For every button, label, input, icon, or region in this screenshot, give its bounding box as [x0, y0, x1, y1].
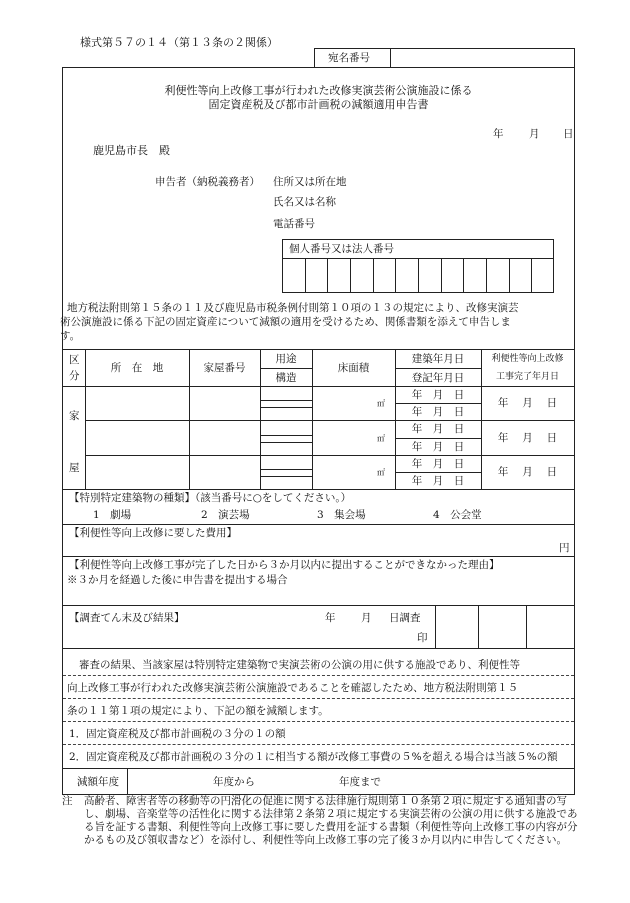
location-field[interactable]	[87, 422, 187, 453]
result-line3: 条の１１第１項の規定により、下記の額を減額します。	[67, 705, 329, 717]
address-label: 住所又は所在地	[273, 176, 347, 188]
location-field[interactable]	[87, 388, 187, 418]
col-registered-date: 登記年月日	[411, 372, 465, 384]
id-number-digit[interactable]	[442, 259, 463, 292]
building-type-option-2[interactable]: 2 演芸場	[201, 509, 250, 521]
id-number-digit[interactable]	[374, 259, 395, 292]
col-usage: 用途	[275, 353, 297, 365]
cost-unit: 円	[559, 542, 570, 554]
cost-heading: 【利便性等向上改修に要した費用】	[69, 527, 237, 539]
col-location: 所 在 地	[110, 362, 164, 374]
reason-field[interactable]	[69, 588, 567, 602]
row-label-oku: 屋	[69, 462, 80, 474]
id-number-digit[interactable]	[396, 259, 417, 292]
reduction-year-to: 年度まで	[339, 776, 381, 788]
location-field[interactable]	[87, 457, 187, 487]
area-unit: ㎡	[377, 434, 385, 443]
date-year: 年	[493, 128, 504, 140]
survey-heading: 【調査てん末及び結果】	[69, 612, 185, 624]
col-completion-1: 利便性等向上改修	[491, 354, 564, 364]
result-line2: 向上改修工事が行われた改修実演芸術公演施設であることを確認したため、地方税法附則第１５	[67, 682, 519, 694]
house-number-field[interactable]	[191, 388, 258, 418]
id-number-digit[interactable]	[306, 259, 327, 292]
reason-heading: 【利便性等向上改修工事が完了した日から３か月以内に提出することができなかった理由】	[69, 559, 500, 571]
floor-area-field[interactable]	[314, 388, 374, 418]
reason-sub: ※３か月を経過した後に申告書を提出する場合	[67, 574, 288, 586]
footnote-body: 高齢者、障害者等の移動等の円滑化の促進に関する法律施行規則第１０条第２項に規定する通知書の写し、劇場、音楽堂等の活性化に関する法律第２条第２項に規定する実演芸術の公演の用に供する施設である旨を証する書類、利便性等向上改修工事に要した費用を証する書類（利便性等向上改修工事の内容が分かるもの及び領収書など）を添付し、利便性等向上改修工事の完了後３か月以内に申告してください。	[84, 795, 578, 847]
building-type-option-4[interactable]: 4 公会堂	[433, 509, 482, 521]
completion-date-field[interactable]: 年 月 日	[497, 466, 558, 478]
id-number-digit[interactable]	[351, 259, 372, 292]
phone-label: 電話番号	[273, 218, 315, 230]
kubun-1: 区	[69, 354, 80, 366]
recipient-number-label: 宛名番号	[328, 52, 370, 64]
reduction-year-from: 年度から	[213, 776, 255, 788]
id-number-digit[interactable]	[464, 259, 485, 292]
house-number-field[interactable]	[191, 422, 258, 453]
area-unit: ㎡	[377, 399, 385, 408]
date-month: 月	[529, 128, 540, 140]
floor-area-field[interactable]	[314, 457, 374, 487]
recipient-number-field[interactable]	[392, 50, 572, 66]
registered-date-field[interactable]: 年 月 日	[411, 475, 465, 487]
area-unit: ㎡	[377, 468, 385, 477]
col-structure: 構造	[275, 372, 297, 384]
application-form	[62, 67, 575, 795]
declaration-line1: 地方税法附則第１５条の１１及び鹿児島市税条例付則第１０項の１３の規定により、改修実演芸	[67, 302, 519, 314]
date-day: 日	[563, 128, 574, 140]
registered-date-field[interactable]: 年 月 日	[411, 406, 465, 418]
building-type-option-1[interactable]: 1 劇場	[93, 509, 132, 521]
survey-seal: 印	[417, 632, 428, 644]
cost-field[interactable]	[73, 542, 553, 556]
addressee: 鹿児島市長 殿	[93, 144, 170, 157]
name-label: 氏名又は名称	[273, 196, 336, 208]
building-type-heading: 【特別特定建築物の種類】（該当番号に○をしてください。）	[69, 492, 352, 504]
survey-year: 年	[325, 612, 336, 624]
completion-date-field[interactable]: 年 月 日	[497, 432, 558, 444]
col-floor-area: 床面積	[337, 362, 370, 374]
row-label-ka: 家	[69, 410, 80, 422]
house-number-field[interactable]	[191, 457, 258, 487]
form-title-line2: 固定資産税及び都市計画税の減額適用申告書	[208, 98, 429, 111]
completion-date-field[interactable]: 年 月 日	[497, 397, 558, 409]
id-number-digit[interactable]	[283, 259, 304, 292]
kubun-2: 分	[69, 370, 80, 382]
form-number: 様式第５７の１４（第１３条の２関係）	[80, 36, 278, 49]
declaration-line2: 術公演施設に係る下記の固定資産について減額の適用を受けるため、関係書類を添えて申告しま	[60, 316, 511, 328]
result-item2: 2．固定資産税及び都市計画税の３分の１に相当する額が改修工事費の５%を超える場合は当該５%の額	[69, 751, 558, 763]
result-line1: 審査の結果、当該家屋は特別特定建築物で実演芸術の公演の用に供する施設であり、利便性等	[79, 659, 520, 671]
built-date-field[interactable]: 年 月 日	[411, 458, 465, 470]
declaration-line3: す。	[60, 330, 81, 342]
built-date-field[interactable]: 年 月 日	[411, 389, 465, 401]
survey-month: 月	[361, 612, 372, 624]
col-built-date: 建築年月日	[411, 353, 465, 365]
building-type-option-3[interactable]: 3 集会場	[317, 509, 366, 521]
registered-date-field[interactable]: 年 月 日	[411, 441, 465, 453]
result-item1: 1．固定資産税及び都市計画税の３分の１の額	[69, 728, 286, 740]
id-number-digit[interactable]	[328, 259, 349, 292]
col-completion-2: 工事完了年月日	[495, 372, 559, 382]
id-number-digit[interactable]	[419, 259, 440, 292]
id-number-digit[interactable]	[532, 259, 553, 292]
footnote-head: 注	[62, 795, 73, 807]
applicant-label: 申告者（納税義務者）	[155, 176, 260, 188]
built-date-field[interactable]: 年 月 日	[411, 423, 465, 435]
id-number-digit[interactable]	[487, 259, 508, 292]
floor-area-field[interactable]	[314, 422, 374, 453]
form-title-line1: 利便性等向上改修工事が行われた改修実演芸術公演施設に係る	[164, 84, 473, 97]
col-house-number: 家屋番号	[203, 362, 246, 374]
id-number-digit[interactable]	[510, 259, 531, 292]
reduction-year-label: 減額年度	[77, 776, 119, 788]
id-number-label: 個人番号又は法人番号	[289, 243, 394, 255]
survey-day: 日調査	[389, 612, 421, 624]
